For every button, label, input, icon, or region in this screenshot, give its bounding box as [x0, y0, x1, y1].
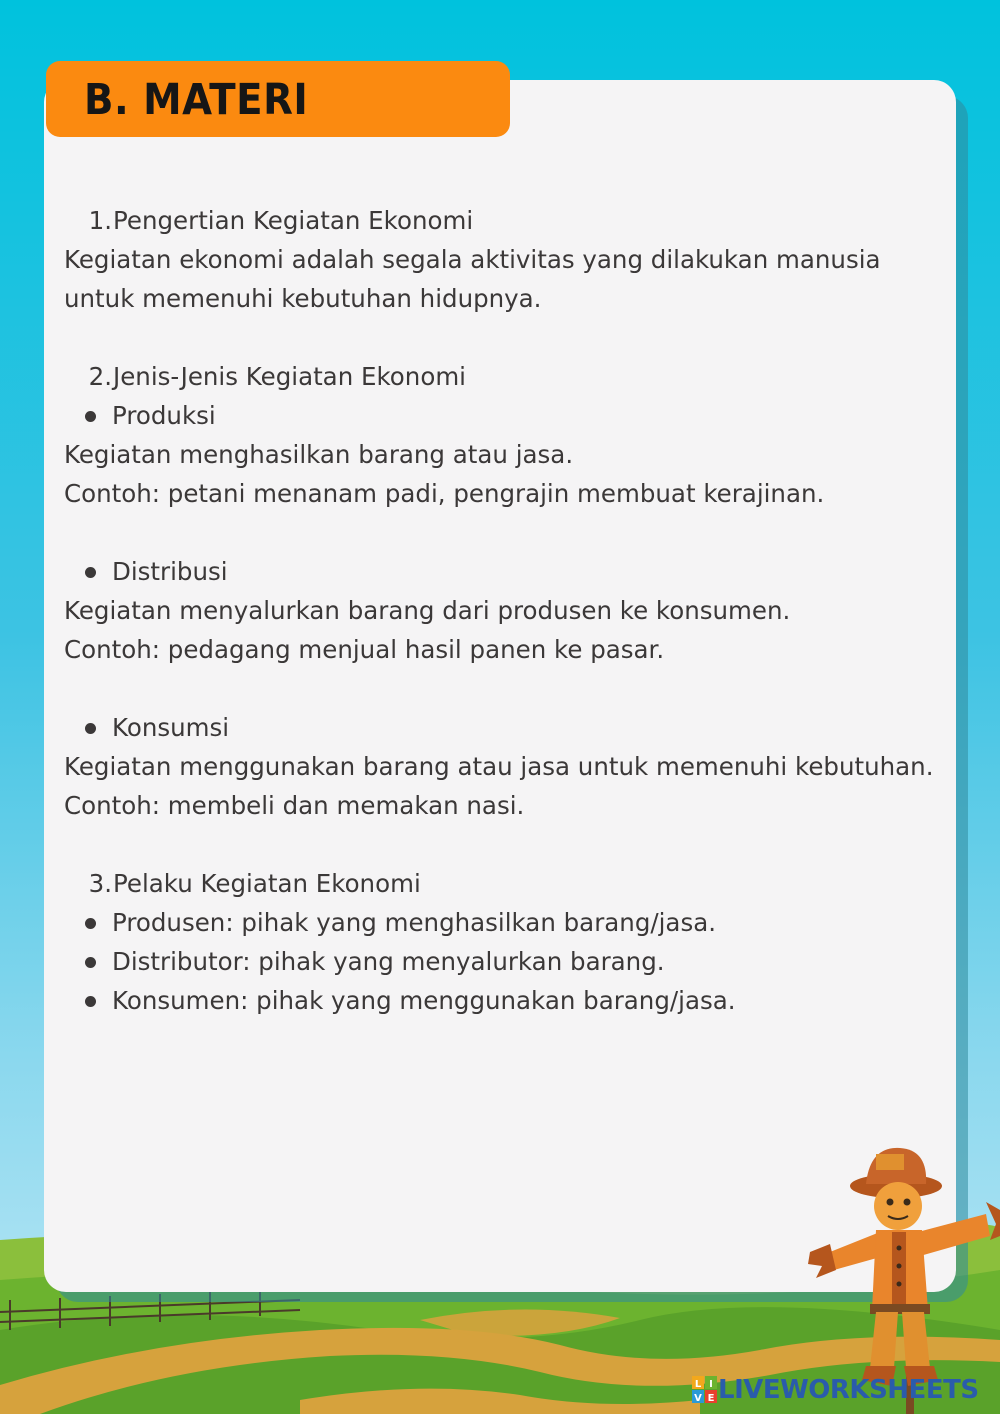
paragraph-line: Kegiatan menyalurkan barang dari produsen ke konsumen.: [64, 596, 791, 625]
liveworksheets-logo[interactable]: [692, 1372, 979, 1408]
bullet-icon: [64, 708, 112, 747]
liveworksheets-wordmark: LIVEWORKSHEETS: [718, 1375, 979, 1405]
section-heading-3: 3.Pelaku Kegiatan Ekonomi: [88, 869, 421, 898]
svg-text:E: E: [707, 1393, 715, 1404]
material-content: [64, 201, 944, 1020]
paragraph-line: Kegiatan menghasilkan barang atau jasa.: [64, 440, 574, 469]
paragraph-line: Contoh: pedagang menjual hasil panen ke pasar.: [64, 635, 665, 664]
bullet-icon: [64, 396, 112, 435]
paragraph-line: untuk memenuhi kebutuhan hidupnya.: [64, 284, 542, 313]
list-item-produksi: Produksi: [64, 396, 944, 435]
svg-text:L: L: [694, 1379, 702, 1390]
bullet-icon: [64, 552, 112, 591]
paragraph-line: Contoh: membeli dan memakan nasi.: [64, 791, 525, 820]
list-item-konsumsi: Konsumsi: [64, 708, 944, 747]
section-heading-1: 1.Pengertian Kegiatan Ekonomi: [88, 206, 474, 235]
list-item: Konsumen: pihak yang menggunakan barang/jasa.: [64, 981, 944, 1020]
liveworksheets-icon: [692, 1375, 718, 1405]
list-item-distribusi: Distribusi: [64, 552, 944, 591]
bullet-icon: [64, 903, 112, 942]
paragraph-line: Contoh: petani menanam padi, pengrajin membuat kerajinan.: [64, 479, 825, 508]
list-item: Produsen: pihak yang menghasilkan barang/jasa.: [64, 903, 944, 942]
paragraph-line: Kegiatan menggunakan barang atau jasa untuk memenuhi kebutuhan.: [64, 752, 934, 781]
svg-text:V: V: [694, 1393, 702, 1404]
bullet-icon: [64, 942, 112, 981]
page-title: B. MATERI: [84, 75, 309, 125]
list-item: Distributor: pihak yang menyalurkan barang.: [64, 942, 944, 981]
paragraph-line: Kegiatan ekonomi adalah segala aktivitas yang dilakukan manusia: [64, 245, 881, 274]
svg-text:I: I: [709, 1379, 713, 1390]
section-heading-2: 2.Jenis-Jenis Kegiatan Ekonomi: [88, 362, 466, 391]
bullet-icon: [64, 981, 112, 1020]
